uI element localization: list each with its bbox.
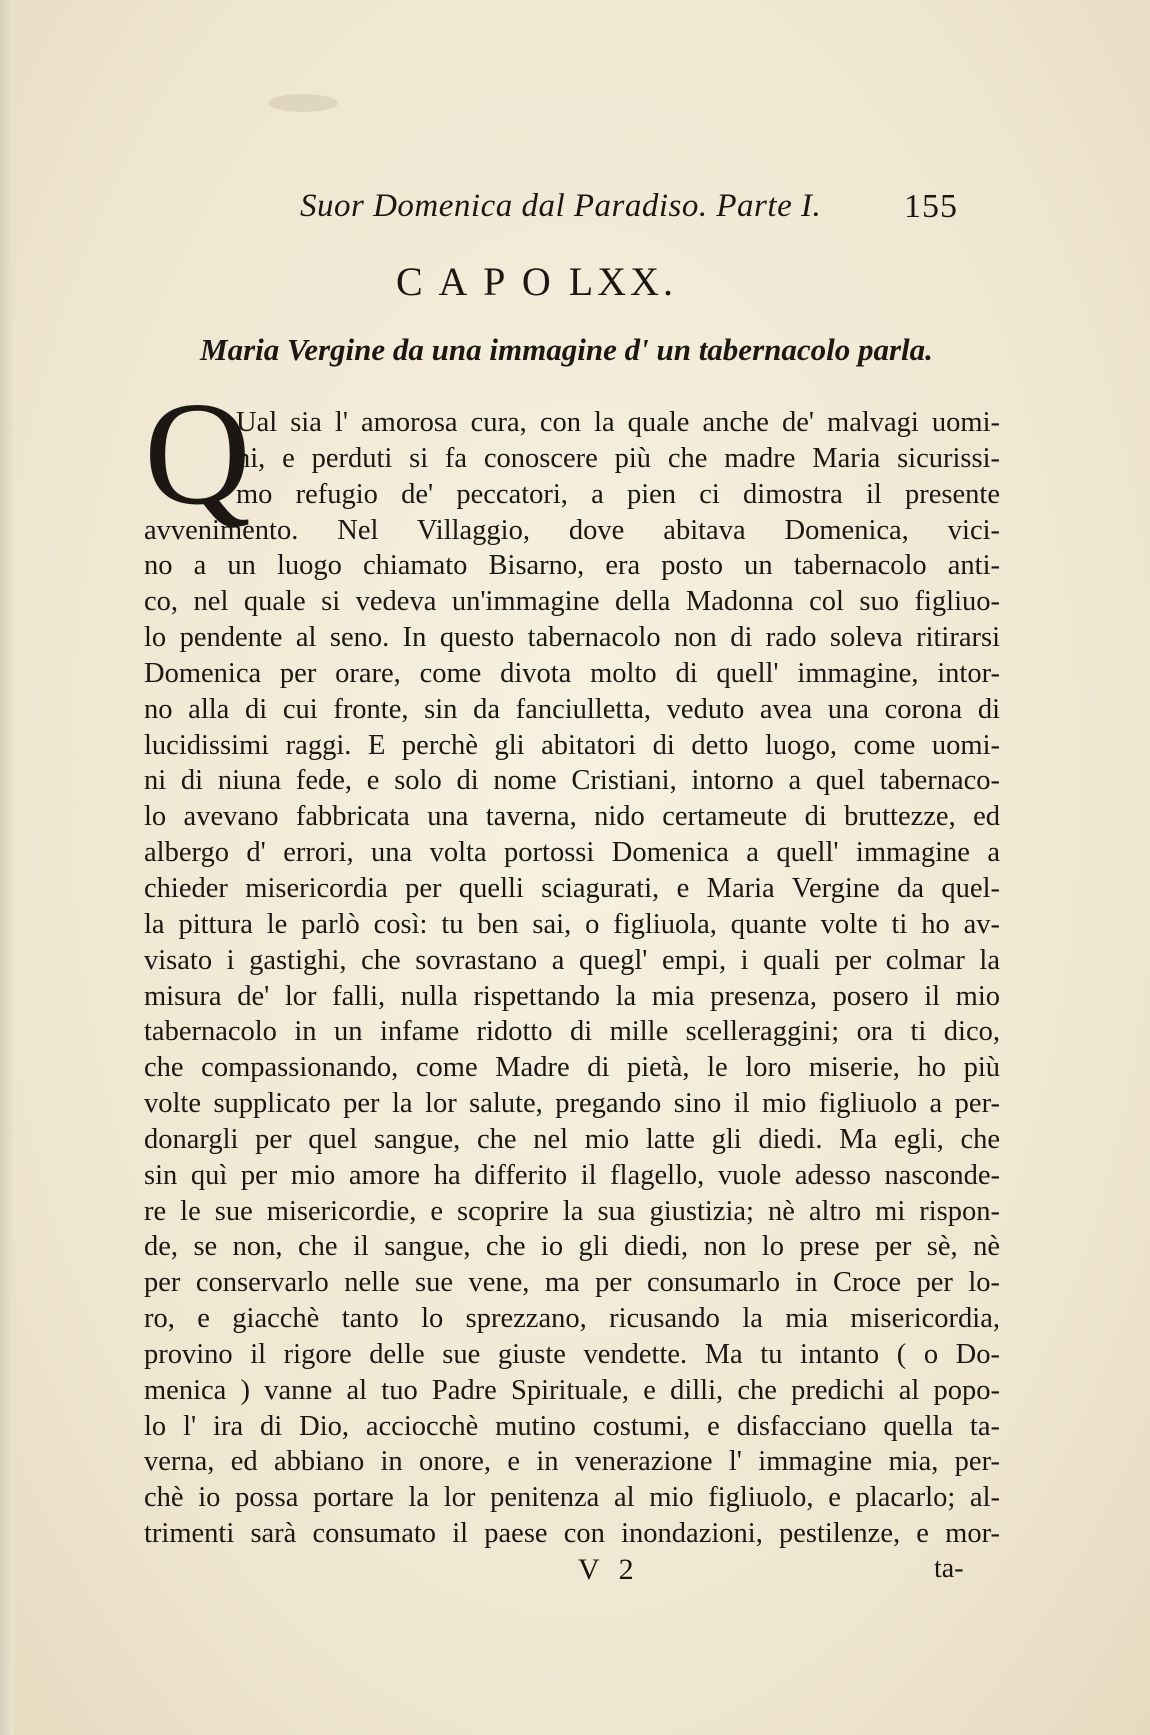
text-line: chè io possa portare la lor penitenza al mio figliuolo, e placarlo; al- — [144, 1482, 1000, 1514]
text-line: chieder misericordia per quelli sciagurati, e Maria Vergine da quel- — [144, 872, 1000, 904]
text-line: lo l' ira di Dio, acciocchè mutino costumi, e disfacciano quella ta- — [144, 1410, 1000, 1442]
text-line: de, se non, che il sangue, che io gli diedi, non lo prese per sè, nè — [144, 1231, 1000, 1263]
text-line: donargli per quel sangue, che nel mio latte gli diedi. Ma egli, che — [144, 1123, 1000, 1155]
text-line: ni di niuna fede, e solo di nome Cristiani, intorno a quel tabernaco- — [144, 765, 1000, 797]
chapter-title: C A P O LXX. — [396, 259, 678, 304]
text-line: che compassionando, come Madre di pietà, le loro miserie, ho più — [144, 1052, 1000, 1084]
text-line: albergo d' errori, una volta portossi Domenica a quell' immagine a — [144, 837, 1000, 869]
text-line: lucidissimi raggi. E perchè gli abitatori di detto luogo, come uomi- — [144, 729, 1000, 761]
text-line: misura de' lor falli, nulla rispettando la mia presenza, posero il mio — [144, 980, 1000, 1012]
text-line: ni, e perduti si fa conoscere più che madre Maria sicurissi- — [236, 442, 1000, 474]
page-edge — [0, 0, 14, 1735]
text-line: visato i gastighi, che sovrastano a quegl' empi, i quali per colmar la — [144, 944, 1000, 976]
text-line: no alla di cui fronte, sin da fanciulletta, veduto avea una corona di — [144, 693, 1000, 725]
paper-stain — [268, 94, 338, 112]
text-line: per conservarlo nelle sue vene, ma per consumarlo in Croce per lo- — [144, 1267, 1000, 1299]
text-line: Domenica per orare, come divota molto di quell' immagine, intor- — [144, 657, 1000, 689]
text-line: mo refugio de' peccatori, a pien ci dimostra il presente — [236, 478, 1000, 510]
running-title: Suor Domenica dal Paradiso. Parte I. — [300, 188, 822, 224]
text-line: la pittura le parlò così: tu ben sai, o figliuola, quante volte ti ho av- — [144, 908, 1000, 940]
text-line: verna, ed abbiano in onore, e in venerazione l' immagine mia, per- — [144, 1446, 1000, 1478]
text-line: lo pendente al seno. In questo tabernacolo non di rado soleva ritirarsi — [144, 622, 1000, 654]
text-line: no a un luogo chiamato Bisarno, era posto un tabernacolo anti- — [144, 550, 1000, 582]
text-line: sin quì per mio amore ha differito il flagello, vuole adesso nasconde- — [144, 1159, 1000, 1191]
text-line: trimenti sarà consumato il paese con inondazioni, pestilenze, e mor- — [144, 1518, 1000, 1550]
text-line: ro, e giacchè tanto lo sprezzano, ricusando la mia misericordia, — [144, 1303, 1000, 1335]
text-line: volte supplicato per la lor salute, pregando sino il mio figliuolo a per- — [144, 1088, 1000, 1120]
text-line: tabernacolo in un infame ridotto di mille scelleraggini; ora ti dico, — [144, 1016, 1000, 1048]
text-line: Ual sia l' amorosa cura, con la quale anche de' malvagi uomi- — [236, 407, 1000, 438]
text-line: lo avevano fabbricata una taverna, nido certameute di bruttezze, ed — [144, 801, 1000, 833]
catchword: ta- — [934, 1553, 964, 1584]
text-line: avvenimento. Nel Villaggio, dove abitava Domenica, vici- — [144, 514, 1000, 546]
text-line: menica ) vanne al tuo Padre Spirituale, e dilli, che predichi al popo- — [144, 1374, 1000, 1406]
page-number: 155 — [904, 188, 958, 225]
drop-cap: Q — [144, 372, 251, 536]
text-line: re le sue misericordie, e scoprire la sua giustizia; nè altro mi rispon- — [144, 1195, 1000, 1227]
text-line: co, nel quale si vedeva un'immagine della Madonna col suo figliuo- — [144, 586, 1000, 618]
text-line: provino il rigore delle sue giuste vendette. Ma tu intanto ( o Do- — [144, 1338, 1000, 1370]
chapter-subtitle: Maria Vergine da una immagine d' un tabernacolo parla. — [200, 332, 933, 367]
signature-mark: V 2 — [578, 1553, 640, 1586]
body-text — [144, 405, 1000, 1552]
